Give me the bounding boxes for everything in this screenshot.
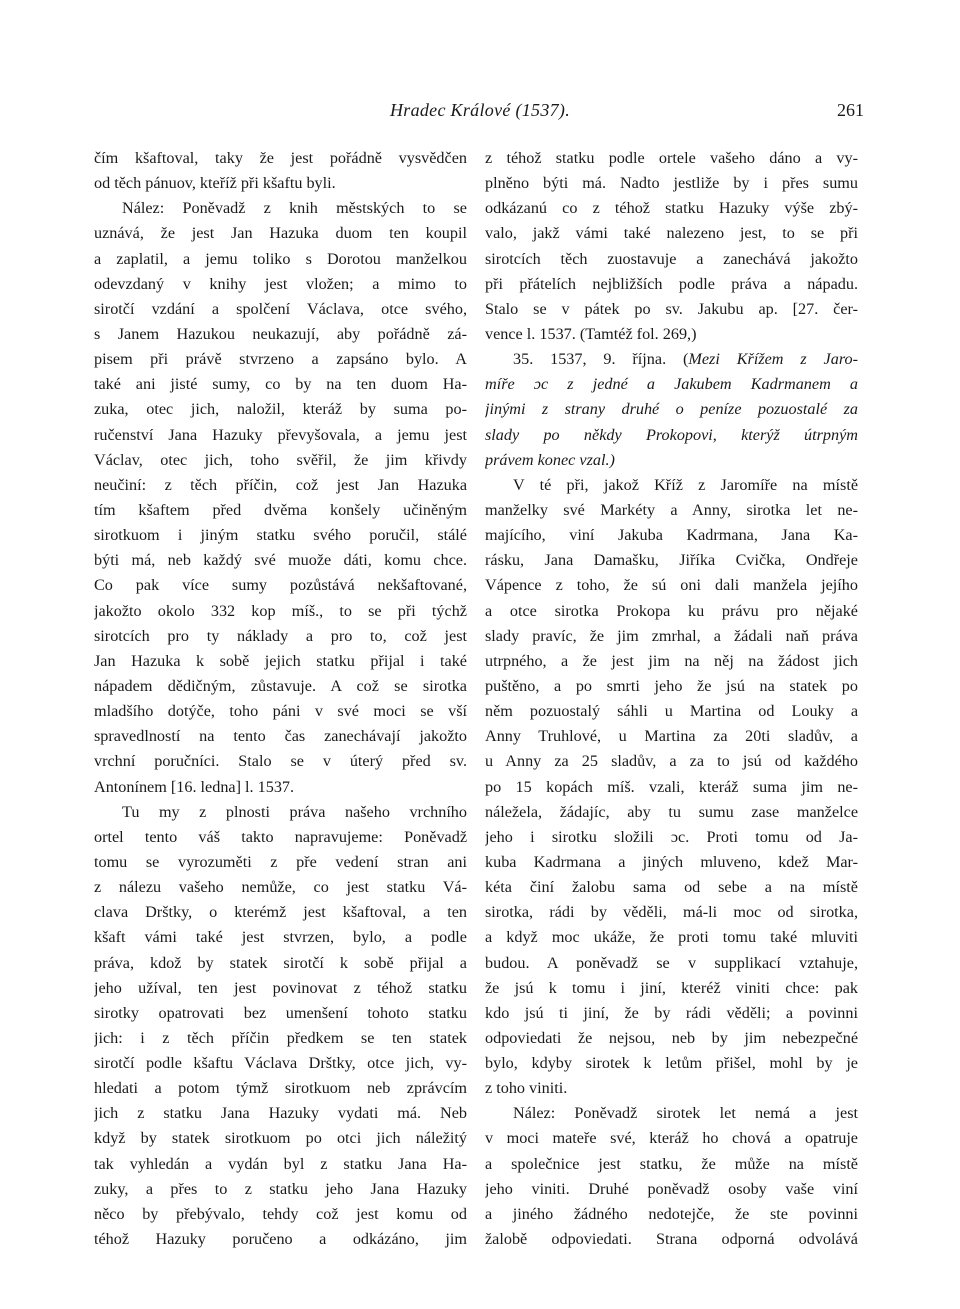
text-line: vrchní poručníci. Stalo se v úterý před sv. — [94, 752, 467, 771]
text-line: sirotky opatrovati bez umenšení tohoto statku — [94, 1003, 467, 1022]
text-line: jeho viniti. Druhé poněvadž osoby vaše viní — [485, 1179, 858, 1198]
text-line: Antonínem [16. ledna] l. 1537. — [94, 777, 295, 796]
text-line: žalobě odpoviedati. Strana odporná odvolává — [485, 1230, 858, 1249]
text-line: po 15 kopách míš. vzali, kteráž suma jim ne- — [485, 777, 858, 796]
text-line: Vápence z toho, že sú oni dali manžela jejího — [485, 576, 858, 595]
text-line: hledati a potom týmž sirotkuom neb zprávcím — [94, 1079, 467, 1098]
text-line: něco by přebývalo, tehdy což jest komu od — [94, 1204, 467, 1223]
text-line: býti má, neb každý své muože dáti, komu chce. — [94, 551, 467, 570]
text-line: odkázanú co z téhož statku Hazuky výše zbý- — [485, 199, 858, 218]
text-line: kšaft vámi také jest stvrzen, bylo, a podle — [94, 928, 467, 947]
text-line: sirotcích pro ty náklady a pro to, což jest — [94, 626, 467, 645]
text-line: uznává, že jest Jan Hazuka duom ten koupil — [94, 224, 467, 243]
text-line: tím kšaftem před dvěma konšely učiněným — [94, 500, 467, 519]
text-line: při přátelích nejbližších podle práva a nápadu. — [485, 274, 858, 293]
text-line: a zaplatil, a jemu toliko s Dorotou manželkou — [94, 249, 467, 268]
text-line: kuba Kadrmana a jiných mluveno, kdež Mar- — [485, 852, 858, 871]
text-line: sirotkuom i jiným statku svého poručil, stálé — [94, 526, 467, 545]
text-line: valo, jakž vámi také nalezeno jest, to se při — [485, 224, 858, 243]
text-line: odpoviedati že nejsou, neb by jim nebezpečné — [485, 1028, 858, 1047]
text-line: a otce sirotka Prokopa ku právu pro nějaké — [485, 601, 858, 620]
text-line: sirotka, rádi by věděli, má-li moc od sirotka, — [485, 903, 858, 922]
text-line: a společnice jest statku, že může na místě — [485, 1154, 858, 1173]
text-line: a když moc ukáže, že proti tomu také mluviti — [485, 928, 858, 947]
text-line: Nález: Poněvadž sirotek let nemá a jest — [513, 1104, 858, 1123]
text-line: u Anny za 25 sladův, a za to jsú od každého — [485, 752, 858, 771]
text-line: téhož Hazuky poručeno a odkázáno, jim — [94, 1230, 467, 1249]
text-line — [485, 347, 858, 372]
text-line: když by statek sirotkuom po otci jich náležitý — [94, 1129, 467, 1148]
running-title: Hradec Králové (1537). — [389, 100, 571, 120]
text-line: vence l. 1537. (Tamtéž fol. 269,) — [485, 324, 697, 343]
text-line: míře ɔc z jedné a Jakubem Kadrmanem a — [485, 375, 858, 394]
text-line: pisem při právě stvrzeno a zapsáno bylo. A — [94, 350, 467, 369]
text-line: náležela, žádajíc, aby tu sumu zase manželce — [485, 802, 858, 821]
text-line: čím kšaftoval, taky že jest pořádně vysvědčen — [94, 149, 467, 167]
text-line: jinými z strany druhé o peníze pozuostalé za — [485, 400, 858, 419]
text-line: neučiní: z těch příčin, což jest Jan Hazuka — [94, 475, 467, 494]
text-line: Co pak více sumy pozůstává nekšaftované, — [94, 576, 467, 595]
text-line: slady po někdy Prokopovi, kterýž útrpným — [485, 425, 858, 444]
text-line: práva, kdož by statek sirotčí k sobě přijal a — [94, 953, 467, 972]
text-line: ortel tento váš takto napravujeme: Poněvadž — [94, 827, 467, 846]
text-line: Jan Hazuka k sobě jejich statku přijal i také — [94, 651, 467, 670]
entry-title-italic: Mezi Křížem z Jaro- — [688, 350, 858, 369]
text-line: tak vyhledán a vydán byl z statku Jana Ha- — [94, 1154, 467, 1173]
text-line: sirotcích těch zuostavuje a zanechává jakožto — [485, 249, 858, 268]
right-text-column — [485, 146, 858, 1252]
text-line: odevzdaný v knihy jest vložen; a mimo to — [94, 274, 467, 293]
text-line: plněno býti má. Nadto jestliže by i přes sumu — [485, 174, 858, 193]
text-line: jeho i sirotku složili ɔc. Proti tomu od Ja- — [485, 827, 858, 846]
entry-number-date: 35. 1537, 9. října. ( — [513, 350, 689, 369]
text-line: něm pozuostalý sáhli u Martina od Louky a — [485, 702, 858, 721]
text-line: majícího, viní Jakuba Kadrmana, Jana Ka- — [485, 526, 858, 545]
text-line: manželky své Markéty a Anny, sirotka let ne- — [485, 500, 858, 519]
text-line: ručenství Jana Hazuky převyšovala, a jemu jest — [94, 425, 467, 444]
text-line: z téhož statku podle ortele vašeho dáno a vy- — [485, 149, 858, 167]
text-line: Stalo se v pátek po sv. Jakubu ap. [27. čer- — [485, 299, 858, 318]
text-line: V té při, jakož Kříž z Jaromíře na místě — [513, 475, 858, 494]
text-line: Anny Truhlové, u Martina za 20ti sladův, a — [485, 727, 858, 746]
text-line: jakožto okolo 332 kop míš., to se při týchž — [94, 601, 467, 620]
text-line: clava Drštky, o kterémž jest kšaftoval, a ten — [94, 903, 467, 922]
text-line: tomu se vyrozuměti z pře vedení stran ani — [94, 852, 467, 871]
text-line: také ani jisté sumy, co by na ten duom Ha- — [94, 375, 467, 394]
text-line: budou. A poněvadž se v supplikací vztahuje, — [485, 953, 858, 972]
text-line: s Janem Hazukou neukazují, aby pořádně zá- — [94, 324, 467, 343]
text-line: jich: i z těch příčin předkem se ten statek — [94, 1028, 467, 1047]
text-line: mladšího dotýče, toho páni v své moci se vší — [94, 702, 467, 721]
left-text-column — [94, 146, 467, 1252]
text-line: rásku, Jana Damašku, Jiříka Cvička, Ondřeje — [485, 551, 858, 570]
text-line: slady pravíc, že jim zmrhal, a žádali naň práva — [485, 626, 858, 645]
text-line: spravedlností na tento čas zanechávají jakožto — [94, 727, 467, 746]
text-line: právem konec vzal.) — [485, 450, 615, 469]
text-line: utrpného, a že jest jim na něj na žádost jich — [485, 651, 858, 670]
text-line: že jsú k tomu i jiní, kteréž viniti chce: pak — [485, 978, 858, 997]
text-line: zuky, a přes to z statku jeho Jana Hazuky — [94, 1179, 467, 1198]
text-line: kéta činí žalobu sama od sebe a na místě — [485, 878, 858, 897]
page-header — [92, 100, 868, 126]
text-line: jich z statku Jana Hazuky vydati má. Neb — [94, 1104, 467, 1123]
text-line: nápadem dědičným, zůstavuje. A což se sirotka — [94, 676, 467, 695]
text-line: z toho viniti. — [485, 1079, 568, 1098]
text-line: z nálezu vašeho nemůže, co jest statku Vá- — [94, 878, 467, 897]
text-line: zuka, otec jich, naložil, kteráž by suma po- — [94, 400, 467, 419]
text-line: od těch pánuov, kteříž při kšaftu byli. — [94, 174, 336, 193]
text-line: puštěno, a po smrti jeho že jsú na statek po — [485, 676, 858, 695]
text-line: Nález: Poněvadž z knih městských to se — [122, 199, 467, 218]
text-line: jeho užíval, ten jest povinovat z téhož statku — [94, 978, 467, 997]
text-line: bylo, kdyby sirotek k letům přišel, mohl by je — [485, 1054, 858, 1073]
text-line: Václav, otec jich, toho svěřil, že jim křivdy — [94, 450, 467, 469]
page-number: 261 — [837, 100, 864, 120]
text-line: sirotčí podle kšaftu Václava Drštky, otce jich, vy- — [94, 1054, 467, 1073]
text-line: kdo jsú ti jiní, že by rádi věděli; a povinni — [485, 1003, 858, 1022]
text-line: a jiného žádného nedotejče, že ste povinni — [485, 1204, 858, 1223]
text-line: Tu my z plnosti práva našeho vrchního — [122, 802, 467, 821]
text-line: sirotčí vzdání a spolčení Václava, otce svého, — [94, 299, 467, 318]
text-line: v moci mateře své, kteráž ho chová a opatruje — [485, 1129, 858, 1148]
